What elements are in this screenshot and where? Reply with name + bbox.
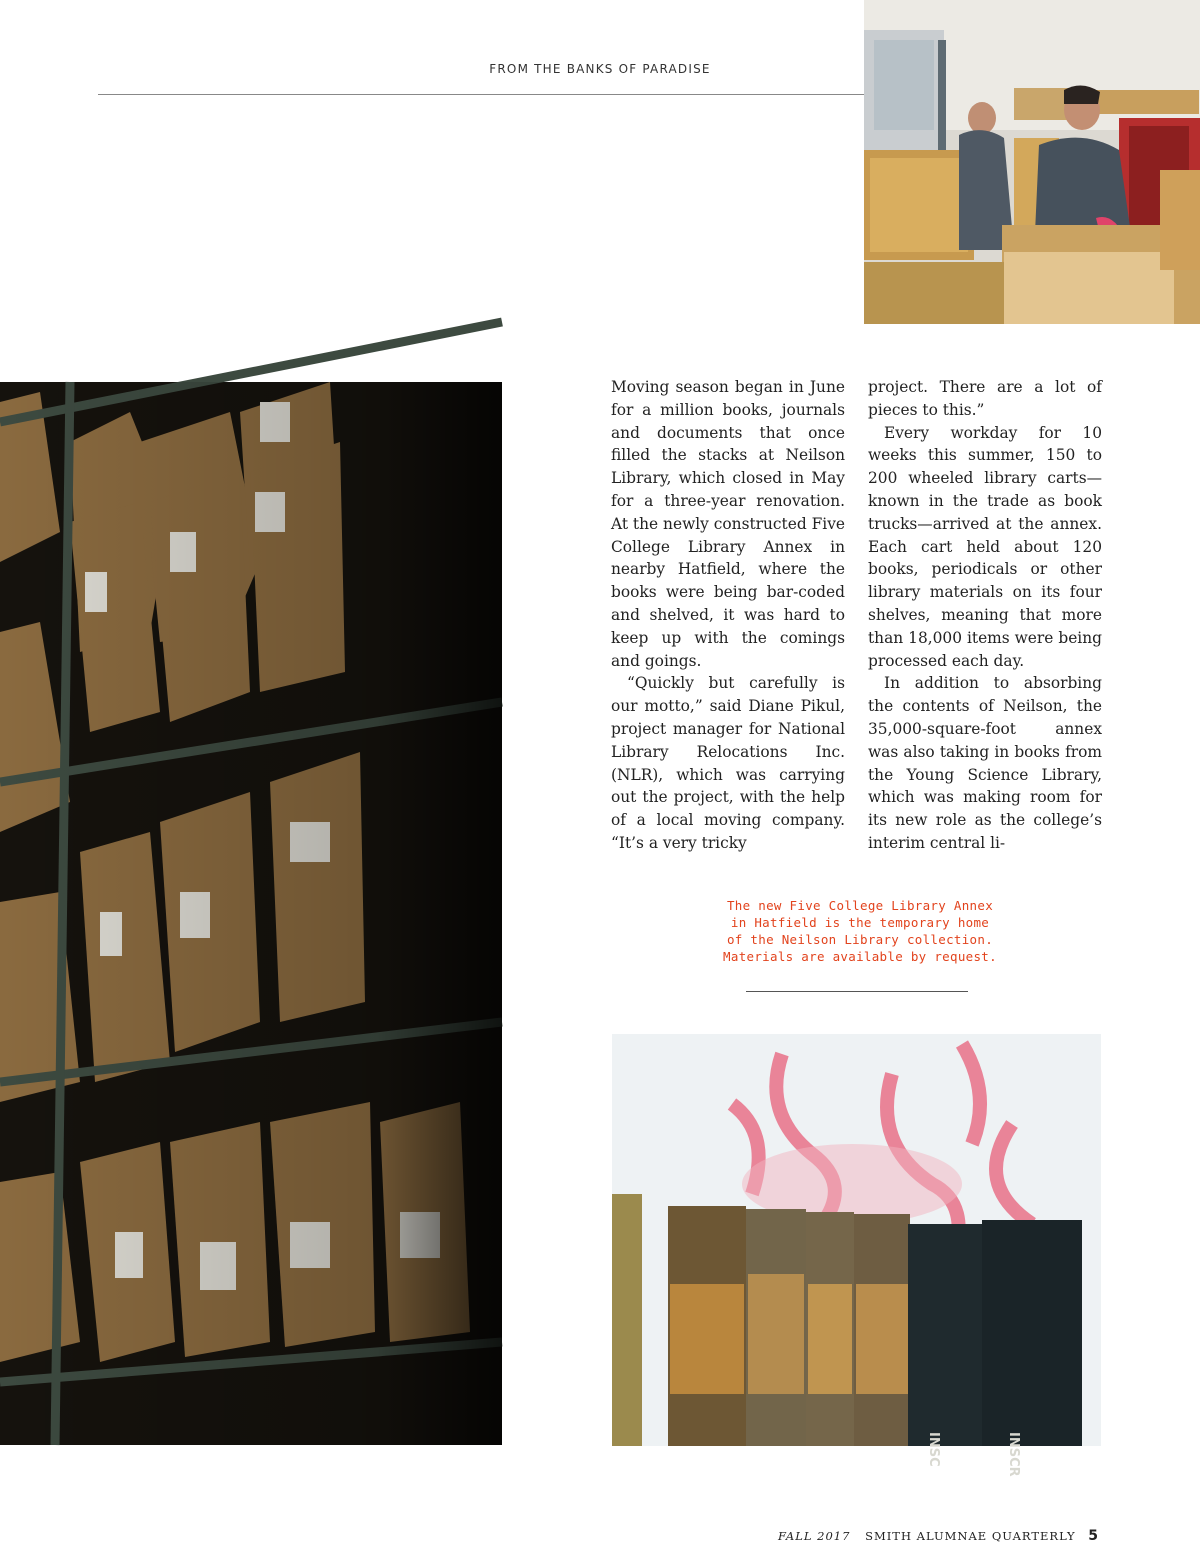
caption-rule <box>746 991 968 992</box>
page-footer <box>778 1528 1098 1544</box>
section-title: FROM THE BANKS OF PARADISE <box>489 62 711 76</box>
article-column-1 <box>611 376 845 855</box>
photo-caption <box>690 897 1030 965</box>
article-paragraph: project. There are a lot of pieces to this.” <box>868 378 1102 419</box>
article-paragraph: “Quickly but carefully is our motto,” said Diane Pikul, project manager for National Library Relocations Inc. (NLR), which was carrying out the project, with the help of a local moving company. “It’s a very tricky <box>611 674 845 852</box>
caption-line: in Hatfield is the temporary home <box>730 915 990 930</box>
page-number: 5 <box>1088 1528 1098 1544</box>
article-column-2 <box>868 376 1102 855</box>
article-paragraph: Moving season began in June for a million books, journals and documents that once filled the stacks at Neilson Library, which closed in May for a three-year renovation. At the newly constructed Five College Library Annex in nearby Hatfield, where the books were being bar-coded and shelved, it was hard to keep up with the comings and goings. <box>611 378 845 670</box>
caption-line: The new Five College Library Annex <box>726 898 994 913</box>
caption-line: Materials are available by request. <box>723 949 997 964</box>
magazine-name: SMITH ALUMNAE QUARTERLY <box>865 1529 1076 1543</box>
photo-shelves <box>0 382 502 1445</box>
spine-label: INSCR <box>1006 1432 1021 1477</box>
header-rule <box>98 94 864 95</box>
article-paragraph: Every workday for 10 weeks this summer, 150 to 200 wheeled library carts—known in the trade as book trucks—arrived at the annex. Each cart held about 120 books, periodicals or other library materials on its four shelves, meaning that more than 18,000 items were being processed each day. <box>868 423 1102 670</box>
caption-line: of the Neilson Library collection. <box>726 932 994 947</box>
article-paragraph: In addition to absorbing the contents of Neilson, the 35,000-square-foot annex was also taking in books from the Young Science Library, which was making room for its new role as the college’s interim central li- <box>868 674 1102 852</box>
spine-label: INSC <box>926 1432 941 1467</box>
issue-label: FALL 2017 <box>777 1529 851 1543</box>
photo-workers <box>864 0 1200 324</box>
photo-books <box>612 1034 1101 1477</box>
